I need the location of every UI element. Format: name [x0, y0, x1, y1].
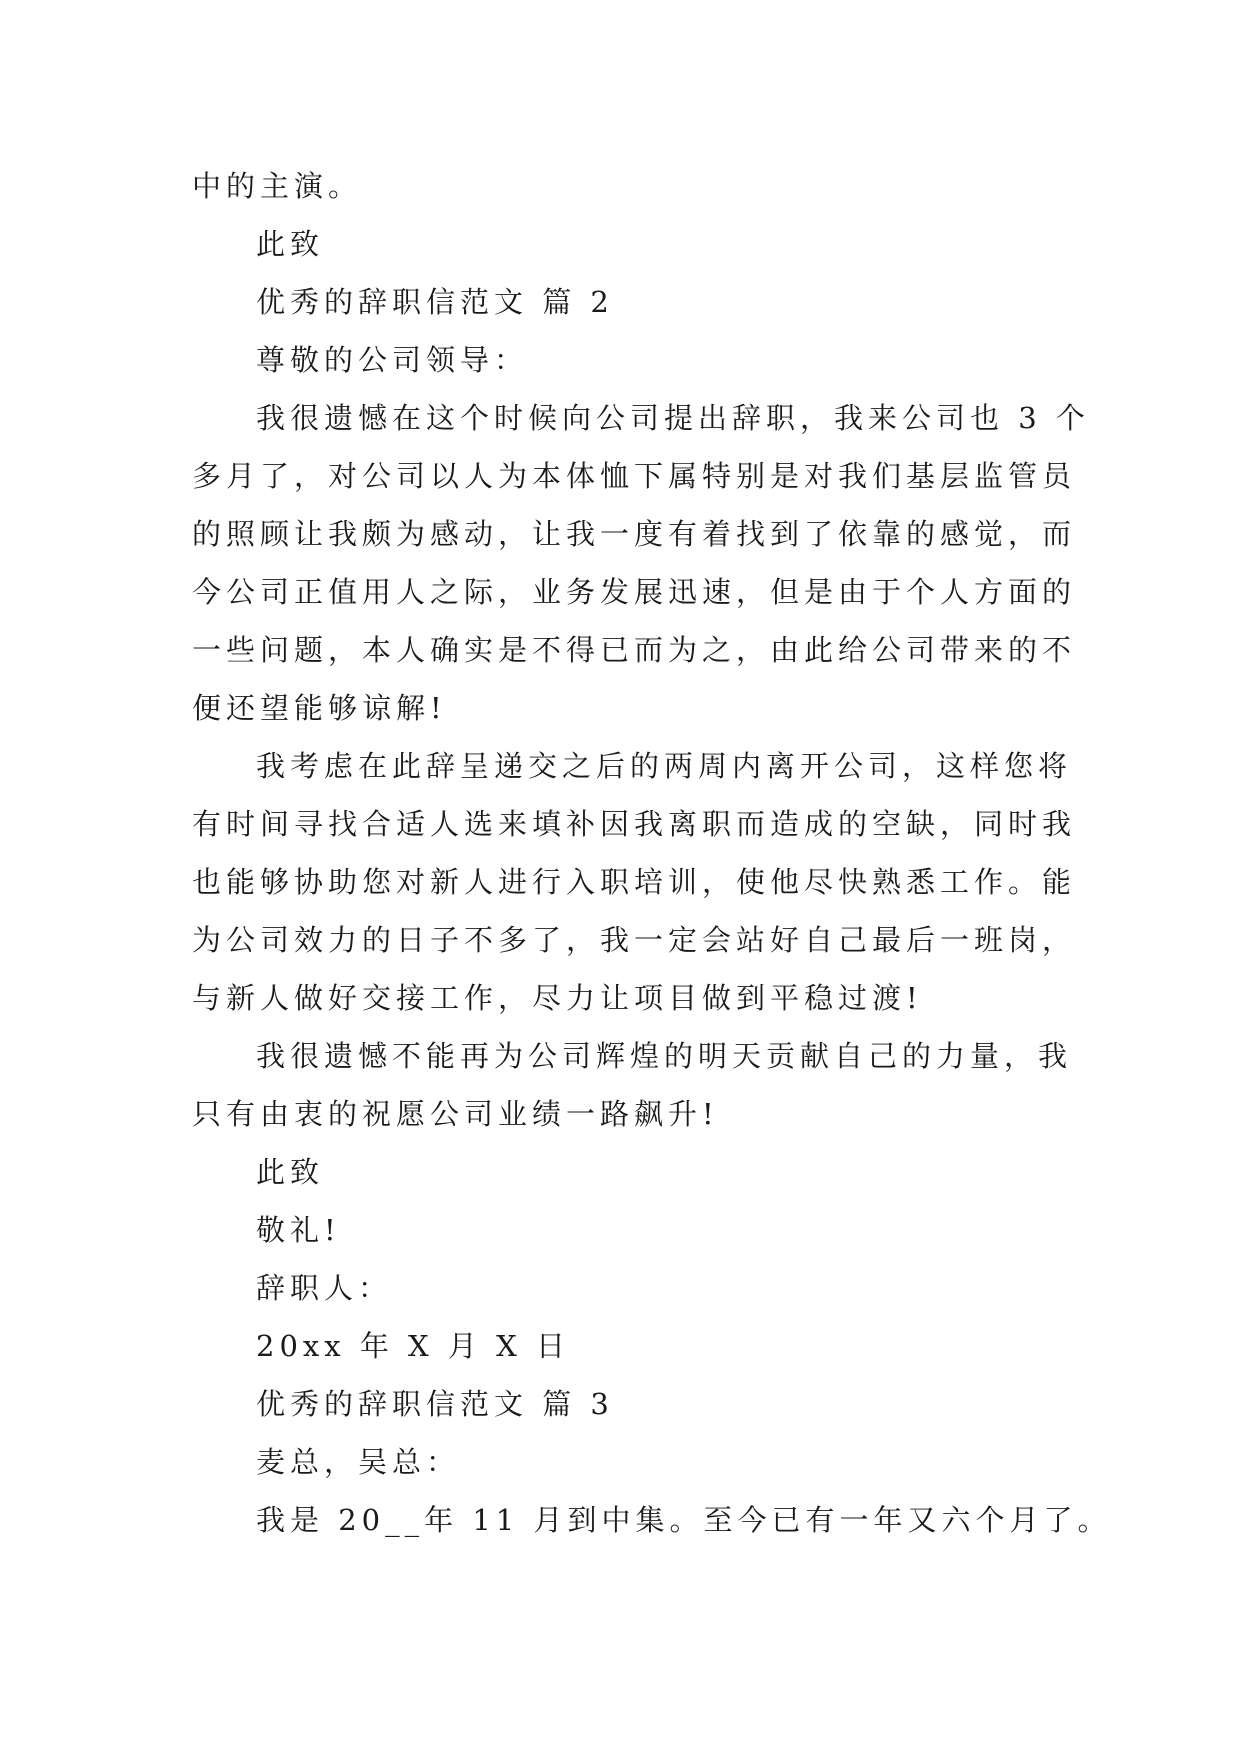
text-line: 为公司效力的日子不多了，我一定会站好自己最后一班岗， [192, 923, 1077, 957]
date-line: 20xx 年 X 月 X 日 [256, 1329, 570, 1363]
text-line: 今公司正值用人之际，业务发展迅速，但是由于个人方面的 [192, 575, 1077, 609]
closing: 敬礼! [256, 1213, 341, 1247]
text-line: 一些问题，本人确实是不得已而为之，由此给公司带来的不 [192, 633, 1077, 667]
text-line: 此致 [256, 227, 325, 261]
text-line: 多月了，对公司以人为本体恤下属特别是对我们基层监管员 [192, 459, 1077, 493]
text-line: 的照顾让我颇为感动，让我一度有着找到了依靠的感觉，而 [192, 517, 1077, 551]
signature-label: 辞职人： [256, 1271, 393, 1305]
text-line: 我很遗憾不能再为公司辉煌的明天贡献自己的力量，我 [256, 1039, 1073, 1073]
text-line: 只有由衷的祝愿公司业绩一路飙升! [192, 1097, 719, 1131]
text-line: 与新人做好交接工作，尽力让项目做到平稳过渡! [192, 981, 923, 1015]
closing: 此致 [256, 1155, 325, 1189]
salutation: 尊敬的公司领导： [256, 343, 529, 377]
salutation: 麦总，吴总： [256, 1445, 461, 1479]
text-line: 便还望能够谅解! [192, 691, 447, 725]
document-body [192, 157, 1112, 1549]
section-heading: 优秀的辞职信范文 篇 2 [256, 285, 614, 319]
text-line: 我是 20__年 11 月到中集。至今已有一年又六个月了。 [256, 1503, 1112, 1537]
section-heading: 优秀的辞职信范文 篇 3 [256, 1387, 614, 1421]
text-line: 也能够协助您对新人进行入职培训，使他尽快熟悉工作。能 [192, 865, 1077, 899]
text-line: 我考虑在此辞呈递交之后的两周内离开公司，这样您将 [256, 749, 1073, 783]
text-line: 中的主演。 [192, 169, 363, 203]
text-line: 我很遗憾在这个时候向公司提出辞职，我来公司也 3 个 [256, 401, 1090, 435]
text-line: 有时间寻找合适人选来填补因我离职而造成的空缺，同时我 [192, 807, 1077, 841]
